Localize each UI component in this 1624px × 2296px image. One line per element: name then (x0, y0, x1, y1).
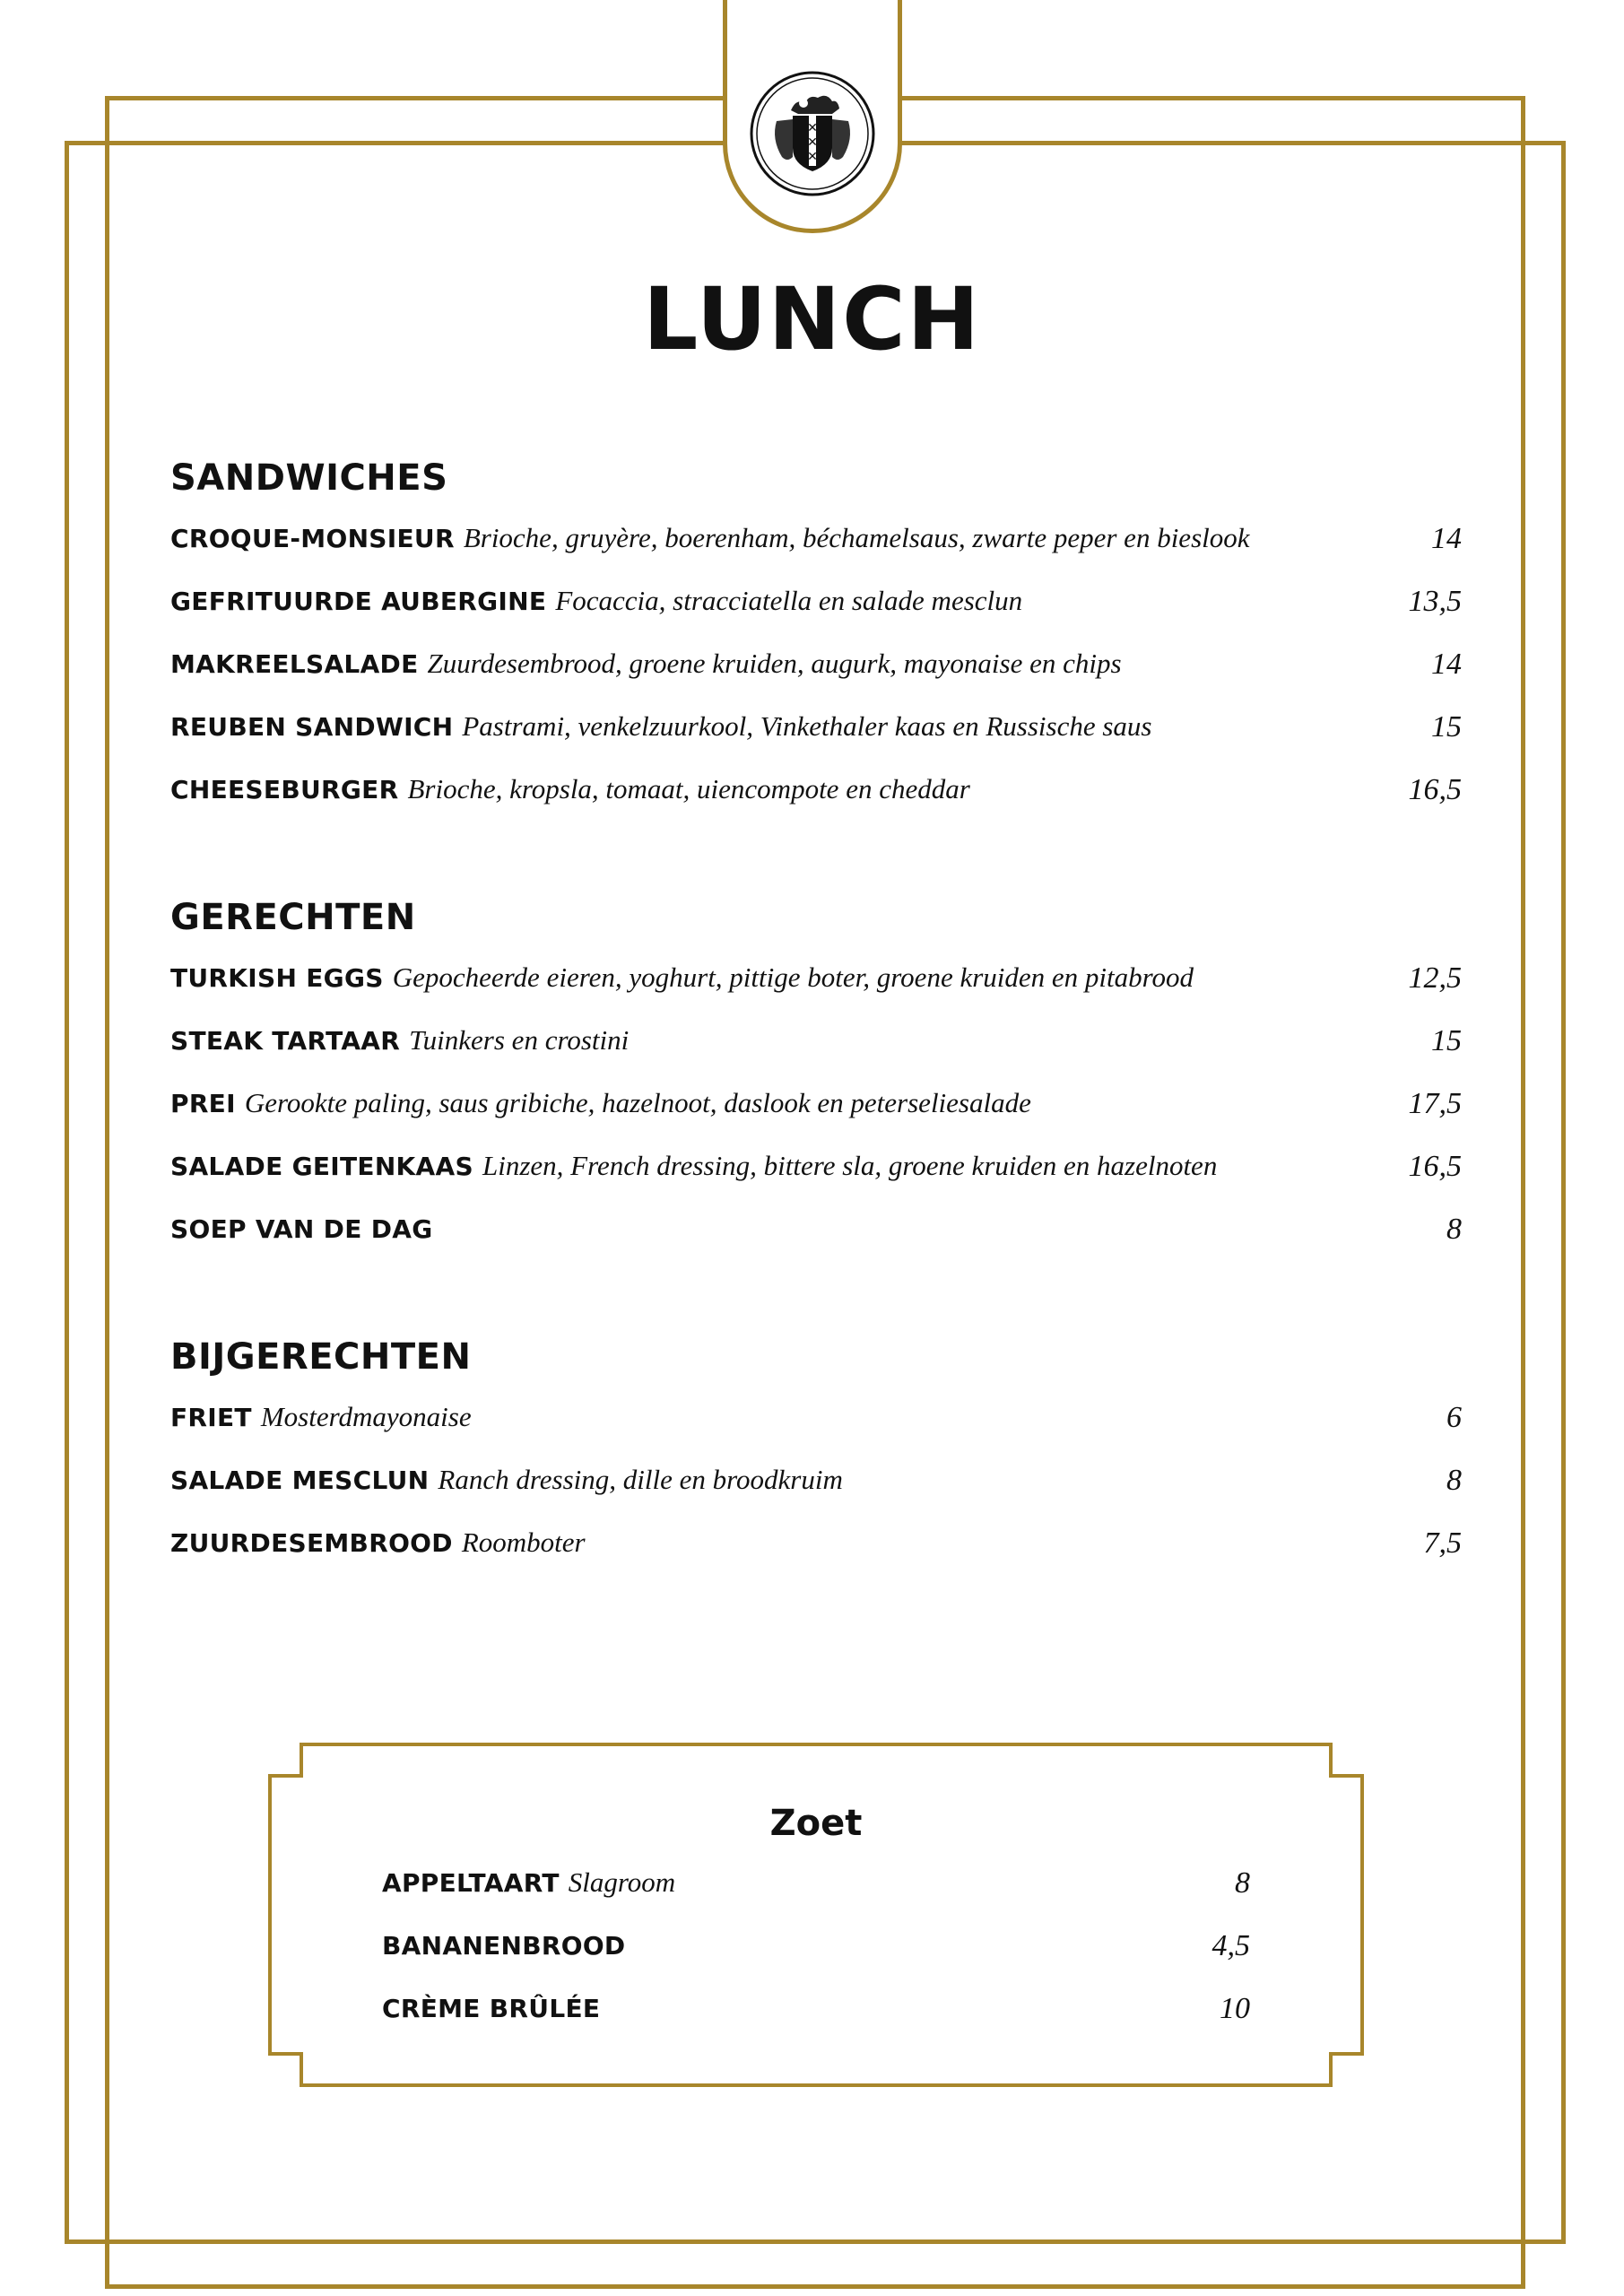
section-bijgerechten (170, 1336, 1462, 1589)
menu-item (382, 1992, 1250, 2055)
menu-item (170, 1464, 1462, 1526)
item-description: Zuurdesembrood, groene kruiden, augurk, mayonaise en chips (427, 648, 1122, 679)
item-name: MAKREELSALADE (170, 649, 419, 679)
zoet-content (382, 1803, 1250, 2055)
item-name: SOEP VAN DE DAG (170, 1214, 433, 1244)
item-price: 8 (1446, 1213, 1462, 1246)
item-description: Gerookte paling, saus gribiche, hazelnoot, daslook en peterseliesalade (244, 1087, 1031, 1118)
item-name: GEFRITUURDE AUBERGINE (170, 587, 547, 616)
item-name: TURKISH EGGS (170, 963, 384, 993)
item-price: 12,5 (1408, 961, 1462, 995)
item-name: PREI (170, 1089, 236, 1118)
item-description: Linzen, French dressing, bittere sla, groene kruiden en hazelnoten (482, 1150, 1218, 1181)
item-name: FRIET (170, 1403, 252, 1432)
menu-item (170, 1024, 1462, 1087)
item-name: APPELTAART (382, 1868, 560, 1898)
item-price: 15 (1431, 1024, 1462, 1057)
item-name: CRÈME BRÛLÉE (382, 1994, 601, 2023)
item-description: Brioche, kropsla, tomaat, uiencompote en cheddar (407, 773, 970, 804)
menu-item (170, 1087, 1462, 1150)
menu-item (170, 1213, 1462, 1275)
item-price: 13,5 (1408, 585, 1462, 618)
item-price: 6 (1446, 1401, 1462, 1434)
item-description: Focaccia, stracciatella en salade mesclun (555, 585, 1023, 616)
menu-item (170, 773, 1462, 836)
menu-item (170, 585, 1462, 648)
menu-item (170, 710, 1462, 773)
item-price: 17,5 (1408, 1087, 1462, 1120)
section-title: SANDWICHES (170, 457, 448, 499)
item-price: 16,5 (1408, 773, 1462, 806)
item-price: 14 (1431, 522, 1462, 555)
zoet-box (265, 1740, 1367, 2090)
menu-item (382, 1866, 1250, 1929)
item-price: 4,5 (1211, 1929, 1250, 1962)
amsterdam-coat-of-arms-icon (746, 67, 879, 200)
item-description: Ranch dressing, dille en broodkruim (438, 1464, 843, 1495)
menu-item (170, 961, 1462, 1024)
zoet-title: Zoet (769, 1803, 863, 1844)
section-gerechten (170, 897, 1462, 1275)
menu-item (382, 1929, 1250, 1992)
menu-item (170, 648, 1462, 710)
menu-item (170, 1150, 1462, 1213)
menu-item (170, 522, 1462, 585)
item-price: 7,5 (1423, 1526, 1462, 1560)
item-description: Gepocheerde eieren, yoghurt, pittige boter, groene kruiden en pitabrood (392, 961, 1194, 993)
item-name: ZUURDESEMBROOD (170, 1528, 453, 1558)
section-title: GERECHTEN (170, 897, 416, 938)
item-description: Brioche, gruyère, boerenham, béchamelsaus, zwarte peper en bieslook (463, 522, 1250, 553)
svg-text:✕: ✕ (807, 121, 818, 135)
item-description: Pastrami, venkelzuurkool, Vinkethaler kaas en Russische saus (462, 710, 1152, 742)
item-name: CROQUE-MONSIEUR (170, 524, 455, 553)
item-name: BANANENBROOD (382, 1931, 626, 1961)
section-title: BIJGERECHTEN (170, 1336, 472, 1378)
item-name: SALADE GEITENKAAS (170, 1152, 473, 1181)
item-price: 8 (1235, 1866, 1250, 1900)
page-title: LUNCH (643, 269, 981, 370)
section-sandwiches (170, 457, 1462, 836)
svg-text:✕: ✕ (807, 135, 818, 150)
item-description: Roomboter (461, 1526, 586, 1558)
item-price: 8 (1446, 1464, 1462, 1497)
item-price: 14 (1431, 648, 1462, 681)
item-name: REUBEN SANDWICH (170, 712, 454, 742)
item-description: Tuinkers en crostini (409, 1024, 630, 1056)
item-name: CHEESEBURGER (170, 775, 399, 804)
item-description: Slagroom (568, 1866, 676, 1898)
menu-item (170, 1401, 1462, 1464)
svg-text:✕: ✕ (807, 150, 818, 164)
item-description: Mosterdmayonaise (260, 1401, 472, 1432)
item-name: STEAK TARTAAR (170, 1026, 401, 1056)
item-price: 16,5 (1408, 1150, 1462, 1183)
menu-item (170, 1526, 1462, 1589)
item-price: 10 (1220, 1992, 1250, 2025)
item-price: 15 (1431, 710, 1462, 744)
item-name: SALADE MESCLUN (170, 1465, 430, 1495)
